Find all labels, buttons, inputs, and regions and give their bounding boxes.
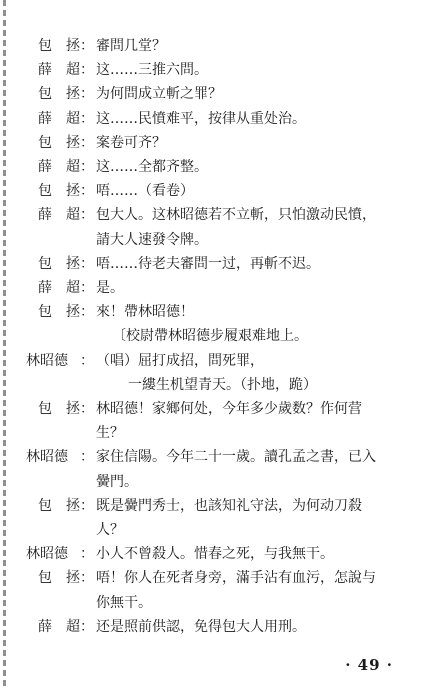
speech-text: 这……民憤难平，按律从重处治。 (96, 110, 306, 127)
speaker-name: 林昭德 (26, 449, 68, 466)
sung-text: 一縷生机望青天。（扑地，跪） (128, 376, 317, 393)
dialogue-line (0, 60, 437, 80)
colon: ： (80, 570, 94, 587)
speaker-name: 包 拯 (38, 304, 80, 321)
colon: ： (80, 255, 94, 272)
stage-direction-text: 〔校尉帶林昭德步履艰难地上。 (112, 328, 308, 345)
speech-text: 包大人。这林昭德若不立斬，只怕激动民憤， (96, 207, 376, 224)
speaker-name: 薛 超 (38, 280, 80, 296)
sung-line (0, 375, 437, 395)
dialogue-line (0, 181, 437, 201)
colon: ： (80, 110, 94, 127)
colon: ： (80, 352, 94, 369)
continuation-line (0, 472, 437, 492)
speaker-name: 包 拯 (38, 497, 80, 514)
speaker-name: 薛 超 (38, 618, 80, 635)
colon: ： (80, 207, 94, 224)
speech-text: 家住信陽。今年二十一歲。讀孔孟之書，已入 (96, 449, 376, 466)
speech-text: 來！帶林昭德！ (96, 304, 194, 321)
speaker-name: 包 拯 (38, 401, 80, 417)
continuation-line (0, 230, 437, 250)
speech-text: 小人不曾殺人。惜春之死，与我無干。 (96, 546, 334, 563)
colon: ： (80, 618, 94, 635)
speech-text: 唔……（看卷） (96, 183, 194, 200)
dialogue-line (0, 109, 437, 129)
speech-text: 案卷可齐？ (96, 134, 166, 151)
colon: ： (80, 159, 94, 175)
continuation-line (0, 423, 437, 443)
colon: ： (80, 546, 94, 563)
colon: ： (80, 449, 94, 466)
speech-text: 請大人速發令牌。 (96, 231, 208, 248)
speech-text: 为何問成立斬之罪？ (96, 86, 222, 103)
page-number: · 49 · (345, 656, 393, 674)
speech-text: 人？ (96, 522, 124, 538)
dialogue-line (0, 84, 437, 104)
speech-text: 黌門。 (96, 473, 138, 490)
dialogue-line (0, 351, 437, 371)
speaker-name: 包 拯 (38, 86, 80, 103)
speech-text: 林昭德！家鄉何处，今年多少歲数？作何营 (96, 401, 362, 417)
speaker-name: 薛 超 (38, 62, 80, 79)
speech-text: （唱）屈打成招，問死罪， (96, 352, 264, 369)
speech-text: 生？ (96, 425, 124, 442)
dialogue-line (0, 36, 437, 56)
dialogue-line (0, 157, 437, 177)
colon: ： (80, 183, 94, 200)
colon: ： (80, 280, 94, 296)
colon: ： (80, 38, 94, 54)
speaker-name: 包 拯 (38, 134, 80, 151)
stage-direction (0, 326, 437, 346)
continuation-line (0, 593, 437, 613)
speaker-name: 包 拯 (38, 38, 80, 54)
dialogue-line (0, 617, 437, 637)
speaker-name: 林昭德 (26, 546, 68, 563)
dialogue-line (0, 278, 437, 298)
speaker-name: 包 拯 (38, 183, 80, 200)
colon: ： (80, 134, 94, 151)
dialogue-line (0, 544, 437, 564)
speaker-name: 薛 超 (38, 110, 80, 127)
speaker-name: 薛 超 (38, 159, 80, 175)
speaker-name: 包 拯 (38, 255, 80, 272)
speaker-name: 薛 超 (38, 207, 80, 224)
dialogue-line (0, 133, 437, 153)
speech-text: 这……三推六問。 (96, 62, 208, 79)
speech-text: 既是黌門秀士，也該知礼守法，为何动刀殺 (96, 497, 362, 514)
speech-text: 这……全都齐整。 (96, 159, 208, 175)
dialogue-line (0, 496, 437, 516)
speaker-name: 林昭德 (26, 352, 68, 369)
speech-text: 唔……待老夫審問一过，再斬不迟。 (96, 255, 320, 272)
continuation-line (0, 520, 437, 540)
speech-text: 是。 (96, 280, 124, 296)
dialogue-line (0, 205, 437, 225)
dialogue-line (0, 302, 437, 322)
dialogue-line (0, 568, 437, 588)
colon: ： (80, 304, 94, 321)
dialogue-line (0, 447, 437, 467)
dialogue-line (0, 399, 437, 419)
speech-text: 審問几堂？ (96, 38, 166, 54)
colon: ： (80, 497, 94, 514)
colon: ： (80, 86, 94, 103)
speech-text: 唔！你人在死者身旁，滿手沾有血污，怎說与 (96, 570, 376, 587)
speech-text: 还是照前供認，免得包大人用刑。 (96, 618, 306, 635)
colon: ： (80, 401, 94, 417)
dialogue-line (0, 254, 437, 274)
speech-text: 你無干。 (96, 594, 152, 611)
colon: ： (80, 62, 94, 79)
speaker-name: 包 拯 (38, 570, 80, 587)
